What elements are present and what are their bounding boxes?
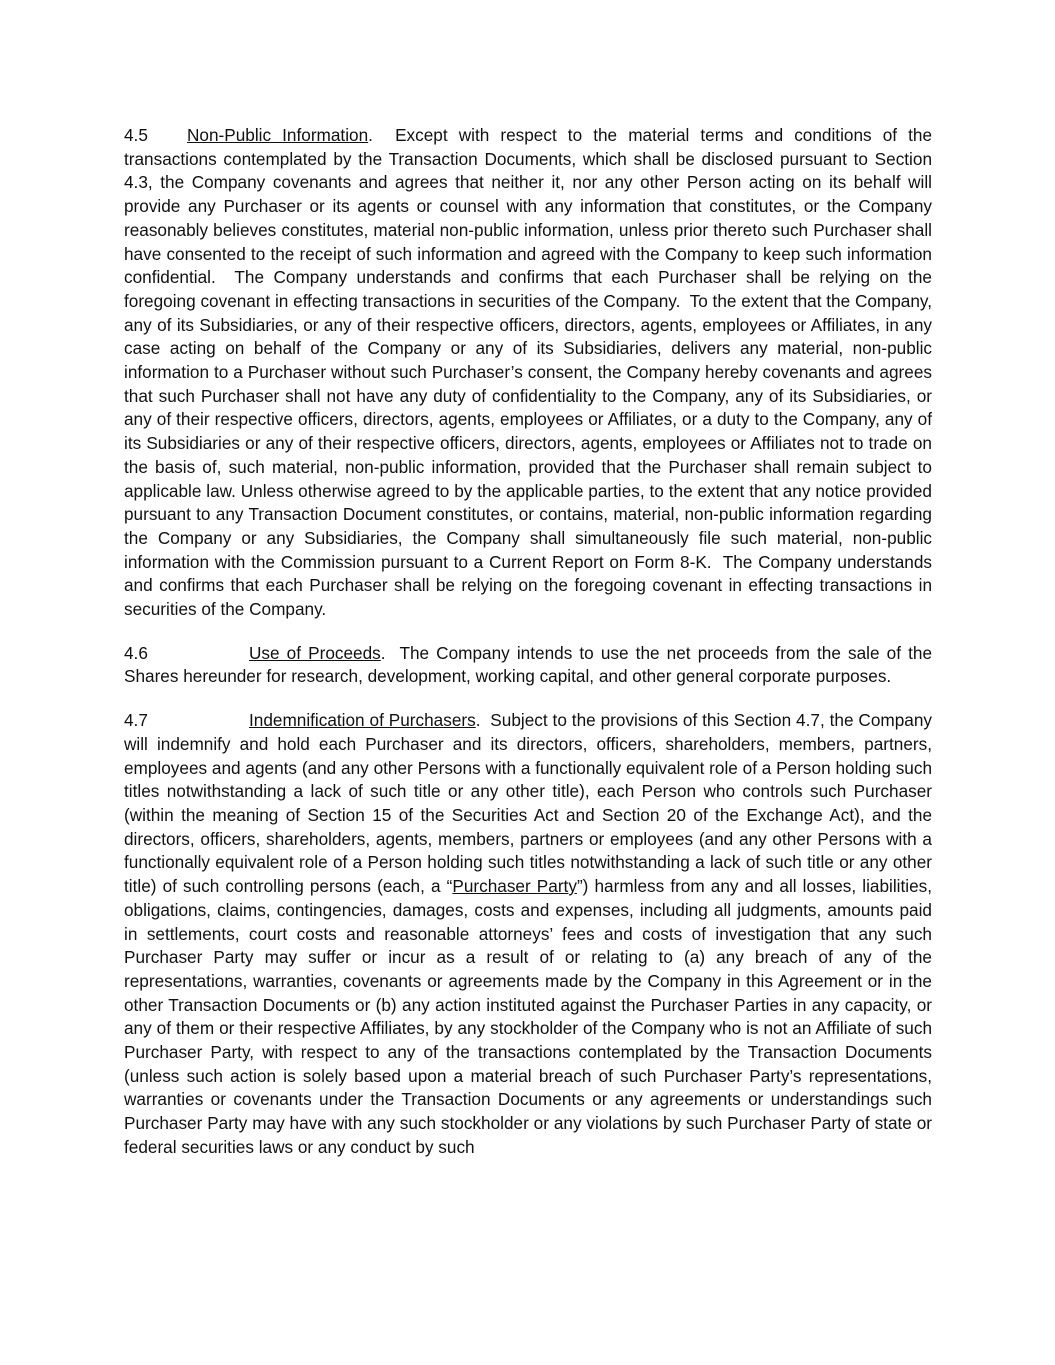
section-number: 4.7 xyxy=(124,710,148,731)
section-body-continued: ”) harmless from any and all losses, liabilities, obligations, claims, contingencies, damages, costs and expenses, including all judgments, amounts paid in settlements, court costs and reasonable attorneys’ fees and costs of investigation that any such Purchaser Party may suffer or incur as a result of or relating to (a) any breach of any of the representations, warranties, covenants or agreements made by the Company in this Agreement or in the other Transaction Documents or (b) any action instituted against the Purchaser Parties in any capacity, or any of them or their respective Affiliates, by any stockholder of the Company who is not an Affiliate of such Purchaser Party, with respect to any of the transactions contemplated by the Transaction Documents (unless such action is solely based upon a material breach of such Purchaser Party’s representations, warranties or covenants under the Transaction Documents or any agreements or understandings such Purchaser Party may have with any such stockholder or any violations by such Purchaser Party of state or federal securities laws or any conduct by such xyxy=(124,876,933,1157)
section-heading: Non-Public Information xyxy=(187,125,369,145)
heading-period: . xyxy=(380,642,386,663)
section-body: Except with respect to the material terms and conditions of the transactions contemplated by the Transaction Documents, which shall be disclosed pursuant to Section 4.3, the Company covenants and agrees that neither it, nor any other Person acting on its behalf will provide any Purchaser or its agents or counsel with any information that constitutes, or the Company reasonably believes constitutes, material non-public information, unless prior thereto such Purchaser shall have consented to the receipt of such information and agreed with the Company to keep such information confidential. The Company understands and confirms that each Purchaser shall be relying on the foregoing covenant in effecting transactions in securities of the Company. To the extent that the Company, any of its Subsidiaries, or any of their respective officers, directors, agents, employees or Affiliates, in any case acting on behalf of the Company or any of its Subsidiaries, delivers any material, non-public information to a Purchaser without such Purchaser’s consent, the Company hereby covenants and agrees that such Purchaser shall not have any duty of confidentiality to the Company, any of its Subsidiaries, or any of their respective officers, directors, agents, employees or Affiliates, or a duty to the Company, any of its Subsidiaries or any of their respective officers, directors, agents, employees or Affiliates not to trade on the basis of, such material, non-public information, provided that the Purchaser shall remain subject to applicable law. Unless otherwise agreed to by the applicable parties, to the extent that any notice provided pursuant to any Transaction Document constitutes, or contains, material, non-public information regarding the Company or any Subsidiaries, the Company shall simultaneously file such material, non-public information with the Commission pursuant to a Current Report on Form 8-K. The Company understands and confirms that each Purchaser shall be relying on the foregoing covenant in effecting transactions in securities of the Company. xyxy=(124,125,937,620)
section-4-5 xyxy=(124,124,937,622)
section-number: 4.5 xyxy=(124,125,148,145)
heading-period: . xyxy=(368,125,373,145)
section-4-6 xyxy=(124,642,937,689)
section-body: Subject to the provisions of this Section 4.7, the Company will indemnify and hold each Purchaser and its directors, officers, shareholders, members, partners, employees and agents (and any other Persons with a functionally equivalent role of a Person holding such titles notwithstanding a lack of such title or any other title), each Person who controls such Purchaser (within the meaning of Section 15 of the Securities Act and Section 20 of the Exchange Act), and the directors, officers, shareholders, agents, members, partners or employees (and any other Persons with a functionally equivalent role of a Person holding such titles notwithstanding a lack of such title or any other title) of such controlling persons (each, a “ xyxy=(124,710,937,897)
heading-period: . xyxy=(475,710,481,731)
section-number: 4.6 xyxy=(124,642,148,663)
section-4-7 xyxy=(124,709,937,1159)
section-heading: Indemnification of Purchasers xyxy=(249,710,476,731)
document-page xyxy=(124,124,937,1160)
defined-term: Purchaser Party xyxy=(452,876,577,897)
section-body: The Company intends to use the net proceeds from the sale of the Shares hereunder for research, development, working capital, and other general corporate purposes. xyxy=(124,642,937,687)
section-heading: Use of Proceeds xyxy=(249,642,381,663)
